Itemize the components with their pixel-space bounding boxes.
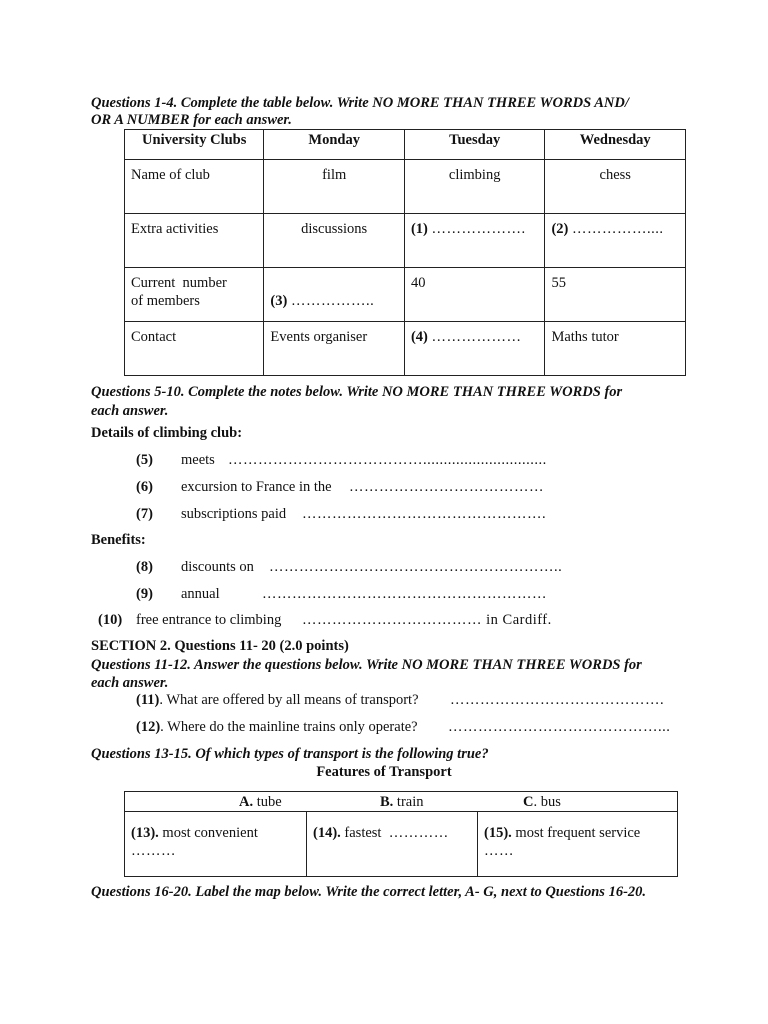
question-number: (7) (136, 506, 153, 522)
question-number-3: (3) (270, 293, 288, 309)
cell-tuesday: 40 (404, 268, 545, 322)
note-text: discounts on (181, 559, 254, 575)
question-number-13: (13). (131, 825, 159, 841)
answer-blank-2[interactable]: …………….... (572, 221, 664, 237)
answer-blank-11[interactable]: ……………………………………. (450, 692, 665, 708)
cell-tuesday (404, 214, 545, 268)
note-text: annual (181, 586, 220, 602)
transport-features-row (125, 812, 678, 877)
answer-blank-13[interactable]: ……… (131, 843, 176, 859)
transport-options-row (125, 792, 678, 812)
cell-wednesday: 55 (545, 268, 686, 322)
answer-blank-14[interactable]: ………… (388, 825, 449, 841)
feature-text: fastest (340, 825, 382, 841)
row-contact (125, 322, 686, 376)
q5-10-instruction-line1: Questions 5-10. Complete the notes below. Write NO MORE THAN THREE WORDS for (91, 384, 623, 400)
cell-label-line2: of members (131, 293, 200, 309)
cell-label: Contact (125, 322, 264, 376)
question-number: (10) (98, 612, 123, 628)
note-text: meets (181, 452, 215, 468)
q5-10-instruction-line2: each answer. (91, 403, 169, 419)
option-train: B. train (380, 794, 424, 810)
header-tuesday: Tuesday (404, 130, 545, 160)
feature-text: most frequent service (511, 825, 641, 841)
feature-cell-14 (307, 812, 478, 877)
q13-15-instruction: Questions 13-15. Of which types of transport is the following true? (91, 746, 489, 762)
cell-label: Name of club (125, 160, 264, 214)
question-number: (12) (136, 719, 161, 735)
q16-20-instruction: Questions 16-20. Label the map below. Write the correct letter, A- G, next to Questions 16-20. (91, 884, 647, 900)
option-bus: C. bus (523, 794, 561, 810)
features-table-title: Features of Transport (316, 764, 452, 780)
cell-label-line1: Current number (131, 275, 227, 291)
answer-blank-6[interactable]: ………………………………… (349, 479, 544, 495)
question-number-15: (15). (484, 825, 512, 841)
question-text: . Where do the mainline trains only operate? (160, 719, 418, 735)
answer-blank-5[interactable]: ………………………………….............................. (228, 452, 547, 468)
question-text: . What are offered by all means of transport? (159, 692, 419, 708)
answer-blank-1[interactable]: ………………. (431, 221, 526, 237)
answer-blank-8[interactable]: ………………………………………………….. (269, 559, 563, 575)
cell-monday: Events organiser (264, 322, 405, 376)
q1-4-instruction-line1: Questions 1-4. Complete the table below. Write NO MORE THAN THREE WORDS AND/ (91, 95, 629, 111)
header-monday: Monday (264, 130, 405, 160)
answer-blank-7[interactable]: …………………………………………. (302, 506, 547, 522)
note-text: excursion to France in the (181, 479, 332, 495)
q1-4-instruction-line2: OR A NUMBER for each answer. (91, 112, 292, 128)
cell-wednesday: Maths tutor (545, 322, 686, 376)
cell-label (125, 268, 264, 322)
row-current-members (125, 268, 686, 322)
header-university-clubs: University Clubs (125, 130, 264, 160)
answer-blank-15[interactable]: …… (484, 843, 514, 859)
question-number-4: (4) (410, 329, 428, 345)
question-number: (5) (136, 452, 153, 468)
question-number: (6) (136, 479, 153, 495)
answer-blank-9[interactable]: ………………………………………………… (262, 586, 547, 602)
question-number-2: (2) (551, 221, 569, 237)
cell-monday: film (264, 160, 405, 214)
option-tube: A. tube (239, 794, 282, 810)
feature-cell-15 (478, 812, 678, 877)
row-extra-activities (125, 214, 686, 268)
cell-tuesday: climbing (404, 160, 545, 214)
clubs-header-row (125, 130, 686, 160)
cell-label: Extra activities (125, 214, 264, 268)
section-2-heading: SECTION 2. Questions 11- 20 (2.0 points) (91, 638, 349, 654)
features-of-transport-table (124, 791, 678, 877)
row-name-of-club (125, 160, 686, 214)
question-number: (11) (136, 692, 160, 708)
feature-cell-13 (125, 812, 307, 877)
question-number: (9) (136, 586, 153, 602)
cell-monday: discussions (264, 214, 405, 268)
note-text: free entrance to climbing (136, 612, 282, 628)
answer-blank-12[interactable]: ……………………………………... (448, 719, 671, 735)
cell-monday (264, 268, 405, 322)
university-clubs-table (124, 129, 686, 376)
answer-blank-4[interactable]: ……………… (431, 329, 522, 345)
question-number: (8) (136, 559, 153, 575)
benefits-heading: Benefits: (91, 532, 146, 548)
cell-tuesday (404, 322, 545, 376)
header-wednesday: Wednesday (545, 130, 686, 160)
answer-blank-3[interactable]: …………….. (290, 293, 375, 309)
answer-blank-10[interactable]: ……………………………… in Cardiff. (302, 612, 552, 628)
cell-wednesday: chess (545, 160, 686, 214)
question-number-14: (14). (313, 825, 341, 841)
details-heading: Details of climbing club: (91, 425, 243, 441)
q11-12-instruction-line2: each answer. (91, 675, 169, 691)
question-number-1: (1) (410, 221, 428, 237)
q11-12-instruction-line1: Questions 11-12. Answer the questions below. Write NO MORE THAN THREE WORDS for (91, 657, 642, 673)
feature-text: most convenient (158, 825, 258, 841)
note-text: subscriptions paid (181, 506, 287, 522)
cell-wednesday (545, 214, 686, 268)
